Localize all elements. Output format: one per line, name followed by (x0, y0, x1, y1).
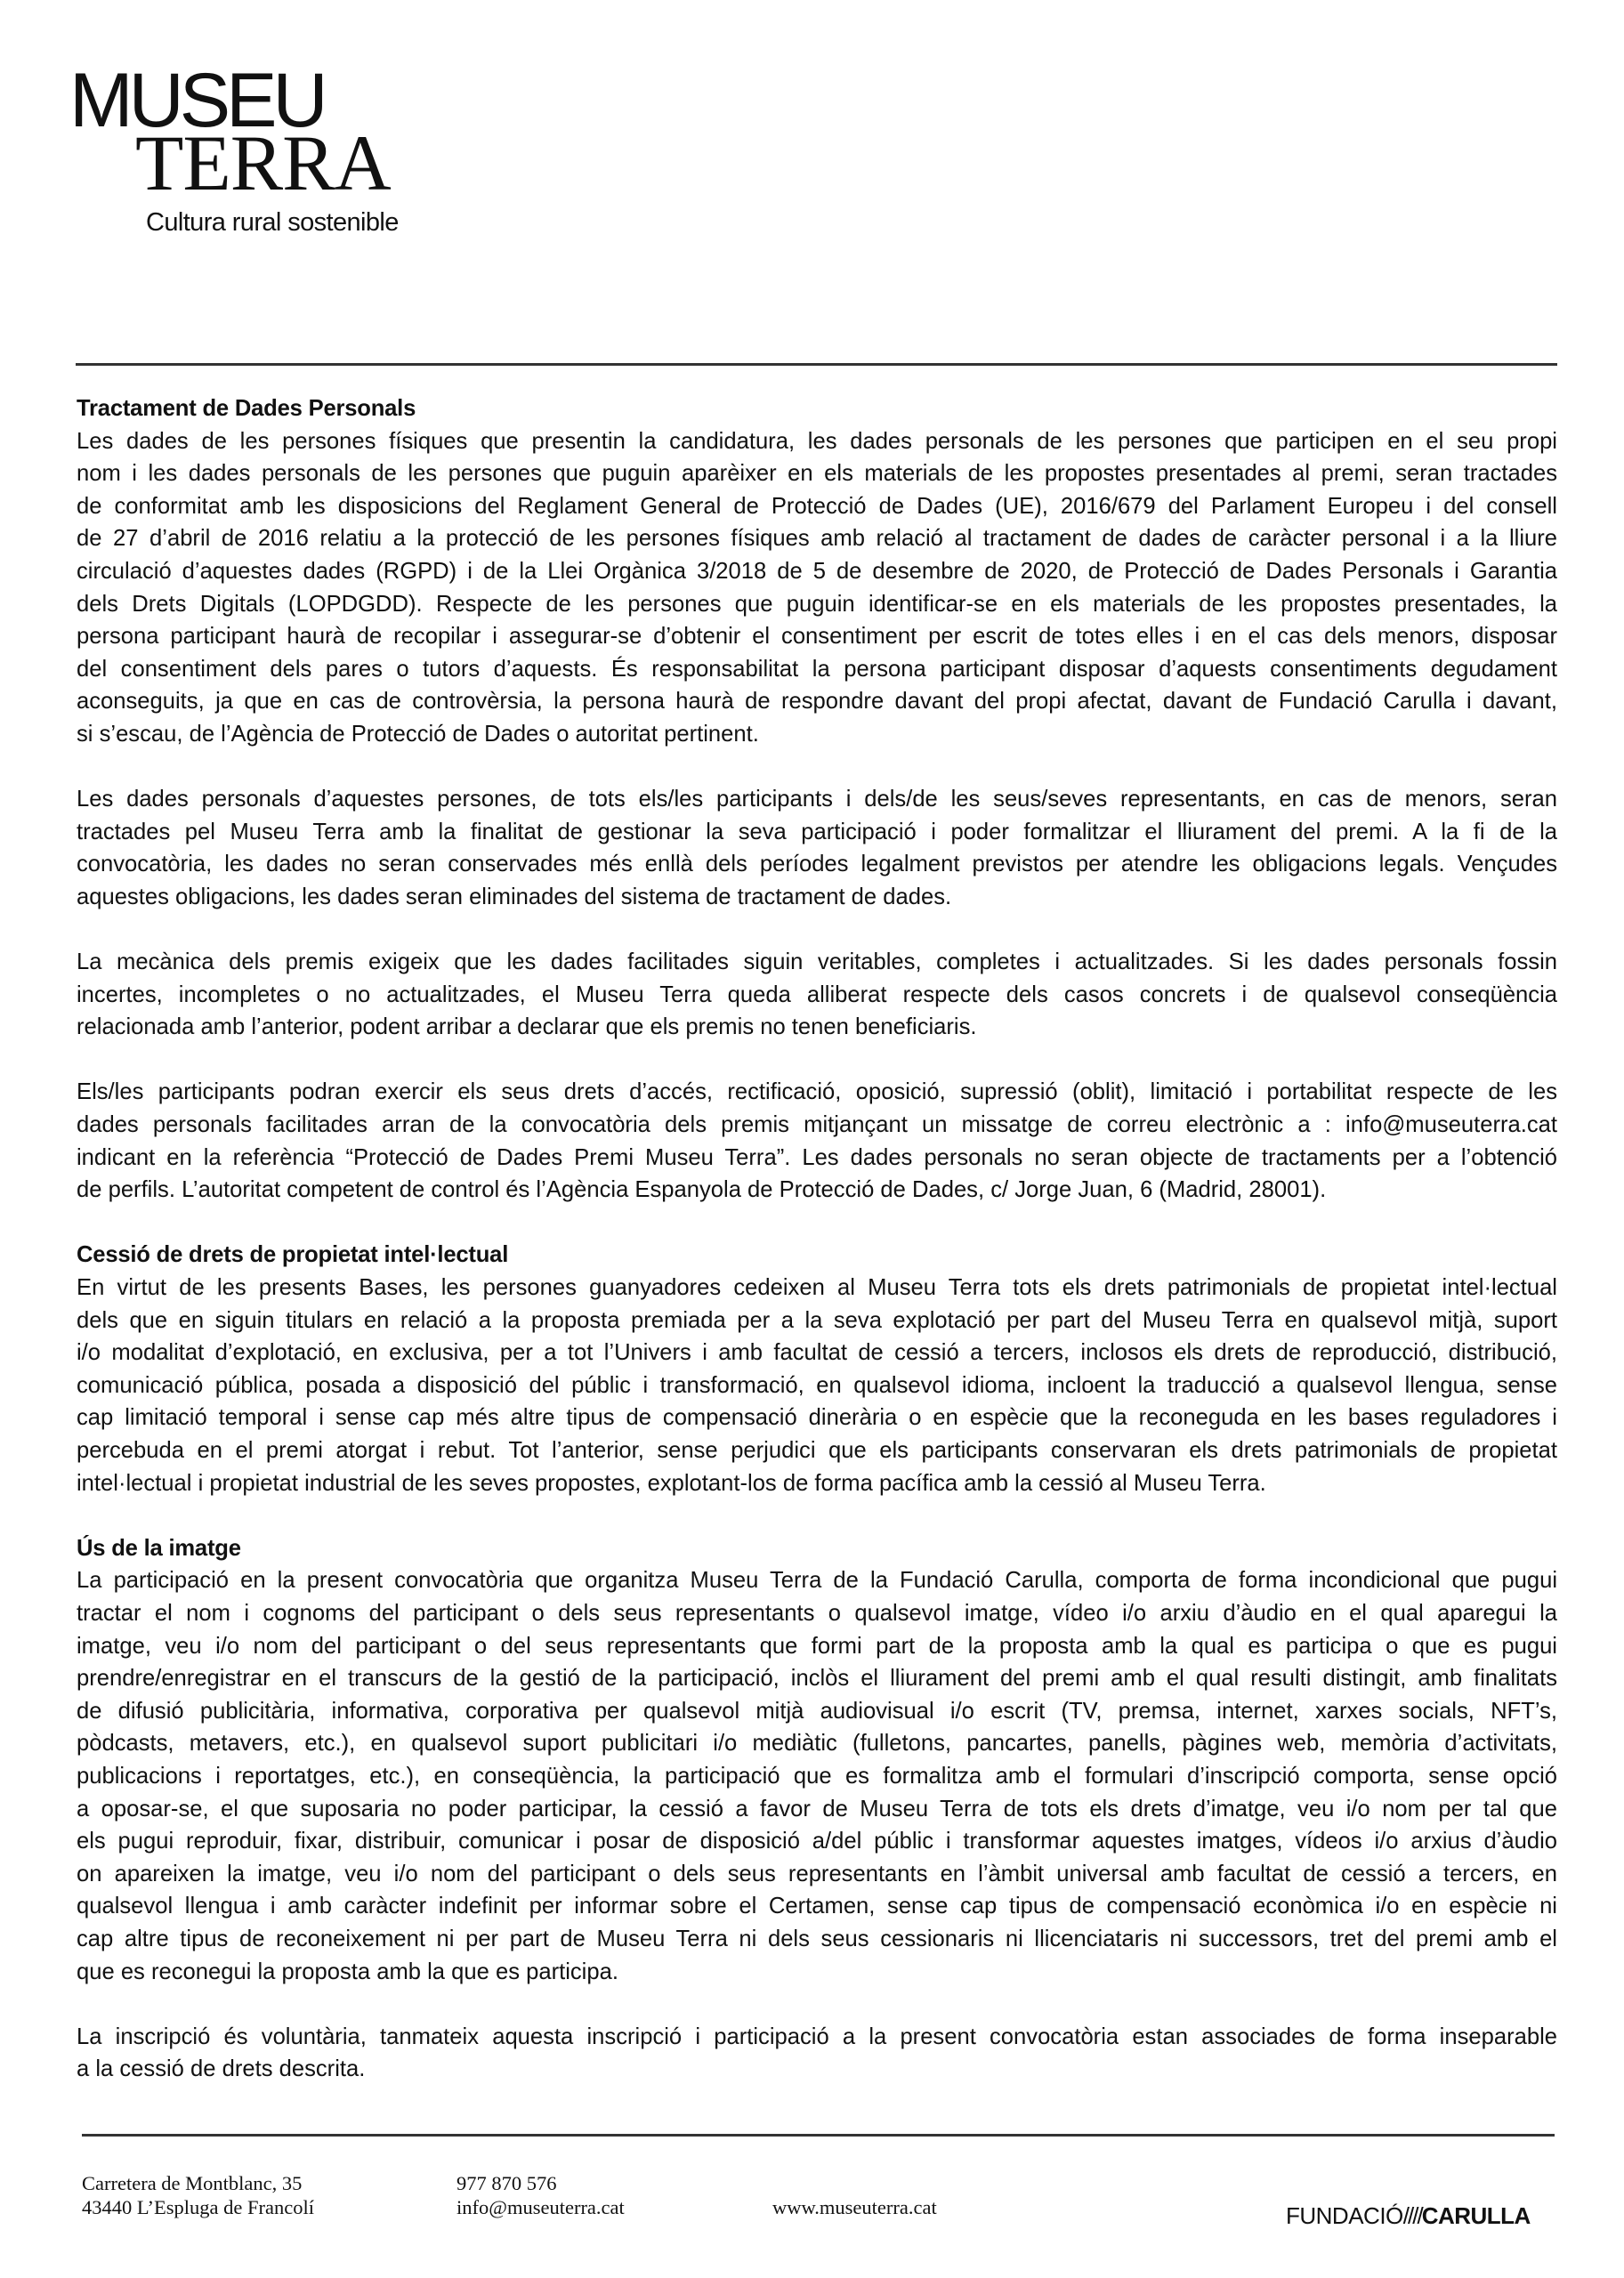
text-line: de perfils. L’autoritat competent de control és l’Agència Espanyola de Protecció de Dades, c/ Jorge Juan, 6 (Madrid, 28001). (77, 1177, 1327, 1203)
text-line: aconseguits, ja que en cas de controvèrsia, la persona haurà de respondre davant del propi afectat, davant de Fundació Carulla i davant, (77, 689, 1557, 715)
section-heading: Ús de la imatge (77, 1535, 241, 1561)
text-line: relacionada amb l’anterior, podent arribar a declarar que els premis no tenen beneficiaris. (77, 1014, 977, 1040)
museu-terra-logo (69, 58, 443, 240)
logo-terra-text: TERRA (135, 120, 391, 207)
paragraph (77, 425, 1557, 751)
paragraph (77, 946, 1557, 1044)
text-line: percebuda en el premi atorgat i rebut. Tot l’anterior, sense perjudici que els participants conservaran els drets patrimonials de propietat (77, 1438, 1557, 1463)
section-heading: Tractament de Dades Personals (77, 396, 416, 421)
text-line: dels Drets Digitals (LOPDGDD). Respecte de les persones que puguin identificar-se en els materials de les propostes presentades, la (77, 591, 1557, 617)
text-line: persona participant haurà de recopilar i assegurar-se d’obtenir el consentiment per escrit de totes elles i en el cas dels menors, disposar (77, 624, 1557, 650)
text-line: La inscripció és voluntària, tanmateix aquesta inscripció i participació a la present convocatòria estan associades de forma inseparable (77, 2024, 1557, 2049)
text-line: cap limitació temporal i sense cap més altre tipus de compensació dineràriа o en espècie que la reconeguda en les bases reguladores i (77, 1405, 1557, 1431)
text-line: de conformitat amb les disposicions del Reglament General de Protecció de Dades (UE), 2016/679 del Parlament Europeu i del consell (77, 493, 1557, 519)
text-line: nom i les dades personals de les persones que puguin aparèixer en els materials de les propostes presentades al premi, seran tractades (77, 461, 1557, 487)
text-line: de difusió publicitària, informativa, corporativa per qualsevol mitjà audiovisual i/o escrit (TV, premsa, internet, xarxes socials, NFT’s, (77, 1698, 1557, 1724)
text-line: La mecànica dels premis exigeix que les dades facilitades siguin veritables, completes i actualitzades. Si les dades personals fossin (77, 949, 1557, 975)
paragraph (77, 1076, 1557, 1206)
text-line: tractades pel Museu Terra amb la finalitat de gestionar la seva participació i poder formalitzar el lliurament del premi. A la fi de la (77, 819, 1557, 844)
header-divider (76, 363, 1557, 366)
address-line-2: 43440 L’Espluga de Francolí (82, 2196, 315, 2218)
text-line: convocatòria, les dades no seran conservades més enllà dels períodes legalment previstos per atendre les obligacions legals. Vençudes (77, 852, 1557, 877)
footer-contact (456, 2171, 625, 2219)
section (77, 392, 1557, 1207)
text-line: Les dades de les persones físiques que presentin la candidatura, les dades personals de les persones que participen en el seu propi (77, 428, 1557, 454)
text-line: si s’escau, de l’Agència de Protecció de Dades o autoritat pertinent. (77, 721, 759, 747)
text-line: incertes, incompletes o no actualitzades, el Museu Terra queda alliberat respecte dels casos concrets i de qualsevol conseqüència (77, 981, 1557, 1007)
text-line: dades personals facilitades arran de la convocatòria dels premis mitjançant un missatge de correu electrònic a : info@museuterra.cat (77, 1112, 1557, 1138)
text-line: on apareixen la imatge, veu i/o nom del participant o dels seus representants en l’àmbit universal amb facultat de cessió a tercers, en (77, 1861, 1557, 1886)
footer-divider (82, 2134, 1555, 2137)
text-line: indicant en la referència “Protecció de Dades Premi Museu Terra”. Les dades personals no seran objecte de tractaments per a l’obtenció (77, 1144, 1557, 1170)
footer-phone: 977 870 576 (456, 2172, 557, 2194)
text-line: imatge, veu i/o nom del participant o del seus representants que formi part de la proposta amb la qual es participa o que es pugui (77, 1633, 1557, 1659)
text-line: En virtut de les presents Bases, les persones guanyadores cedeixen al Museu Terra tots els drets patrimonials de propietat intel·lectual (77, 1275, 1557, 1301)
fundacio-logo-prefix: FUNDACIÓ (1286, 2202, 1403, 2229)
paragraph (77, 1272, 1557, 1499)
text-line: Les dades personals d’aquestes persones, de tots els/les participants i dels/de les seus/seves representants, en cas de menors, seran (77, 787, 1557, 812)
paragraph (77, 2021, 1557, 2086)
footer-email-link[interactable]: info@museuterra.cat (456, 2196, 625, 2218)
text-line: circulació d’aquestes dades (RGPD) i de la Llei Orgànica 3/2018 de 5 de desembre de 2020, de Protecció de Dades Personals i Garantia (77, 558, 1557, 584)
text-line: pòdcasts, metavers, etc.), en qualsevol suport publicitari i/o mediàtic (fulletons, pancartes, panells, pàgines web, memòria d’activitats, (77, 1731, 1557, 1757)
text-line: prendre/enregistrar en el transcurs de la gestió de la participació, inclòs el lliurament del premi amb el qual resulti distingit, amb finalitats (77, 1666, 1557, 1692)
text-line: del consentiment dels pares o tutors d’aquests. És responsabilitat la persona participant disposar d’aquests consentiments degudament (77, 656, 1557, 682)
text-line: tractar el nom i cognoms del participant o dels seus representants o qualsevol imatge, vídeo i/o arxiu d’àudio en el qual aparegui la (77, 1600, 1557, 1626)
paragraph (77, 1564, 1557, 1988)
text-line: que es reconegui la proposta amb la que es participa. (77, 1959, 618, 1984)
text-line: dels que en siguin titulars en relació a la proposta premiada per a la seva explotació per part del Museu Terra en qualsevol mitjà, suport (77, 1307, 1557, 1333)
footer-website-link[interactable]: www.museuterra.cat (772, 2196, 937, 2218)
section-heading: Cessió de drets de propietat intel·lectual (77, 1242, 509, 1268)
text-line: a la cessió de drets descrita. (77, 2056, 366, 2082)
text-line: cap altre tipus de reconeixement ni per part de Museu Terra ni dels seus cessionaris ni llicenciataris ni successors, tret del premi amb el (77, 1926, 1557, 1951)
section (77, 1532, 1557, 2086)
fundacio-logo-name: CARULLA (1421, 2202, 1531, 2229)
logo-museu-text: MUSEU (69, 58, 324, 143)
paragraph (77, 783, 1557, 913)
text-line: La participació en la present convocatòria que organitza Museu Terra de la Fundació Carulla, comporta de forma incondicional que pugui (77, 1568, 1557, 1594)
footer-address (82, 2171, 314, 2219)
text-line: intel·lectual i propietat industrial de les seves propostes, explotant-los de forma pacífica amb la cessió al Museu Terra. (77, 1470, 1266, 1496)
text-line: aquestes obligacions, les dades seran eliminades del sistema de tractament de dades. (77, 884, 952, 909)
text-line: Els/les participants podran exercir els seus drets d’accés, rectificació, oposició, supressió (oblit), limitació i portabilitat respecte de les (77, 1079, 1557, 1105)
text-line: els pugui reproduir, fixar, distribuir, comunicar i posar de disposició a/del públic i transformar aquestes imatges, vídeos i/o arxius d’àudio (77, 1829, 1557, 1854)
text-line: comunicació pública, posada a disposició del públic i transformació, en qualsevol idioma, incloent la traducció a qualsevol llengua, sense (77, 1372, 1557, 1398)
section (77, 1239, 1557, 1499)
address-line-1: Carretera de Montblanc, 35 (82, 2172, 303, 2194)
text-line: de 27 d’abril de 2016 relatiu a la protecció de les persones físiques amb relació al tractament de dades de caràcter personal i a la lliure (77, 526, 1557, 552)
text-line: publicacions i reportatges, etc.), en conseqüència, la participació que es formalitza amb el formulari d’inscripció comporta, sense opció (77, 1763, 1557, 1789)
logo-tagline: Cultura rural sostenible (146, 208, 399, 237)
text-line: i/o modalitat d’explotació, en exclusiva, per a tot l’Univers i amb facultat de cessió a tercers, inclosos els drets de reproducció, distribució, (77, 1340, 1557, 1366)
document-body (77, 392, 1557, 2118)
fundacio-carulla-logo (1286, 2203, 1531, 2228)
text-line: qualsevol llengua i amb caràcter indefinit per informar sobre el Certamen, sense cap tipus de compensació econòmica i/o en espècie ni (77, 1894, 1557, 1919)
fundacio-logo-slashes: //// (1402, 2202, 1422, 2229)
text-line: a oposar-se, el que suposaria no poder participar, la cessió a favor de Museu Terra de tots els drets d’imatge, veu i/o nom per tal que (77, 1796, 1557, 1822)
